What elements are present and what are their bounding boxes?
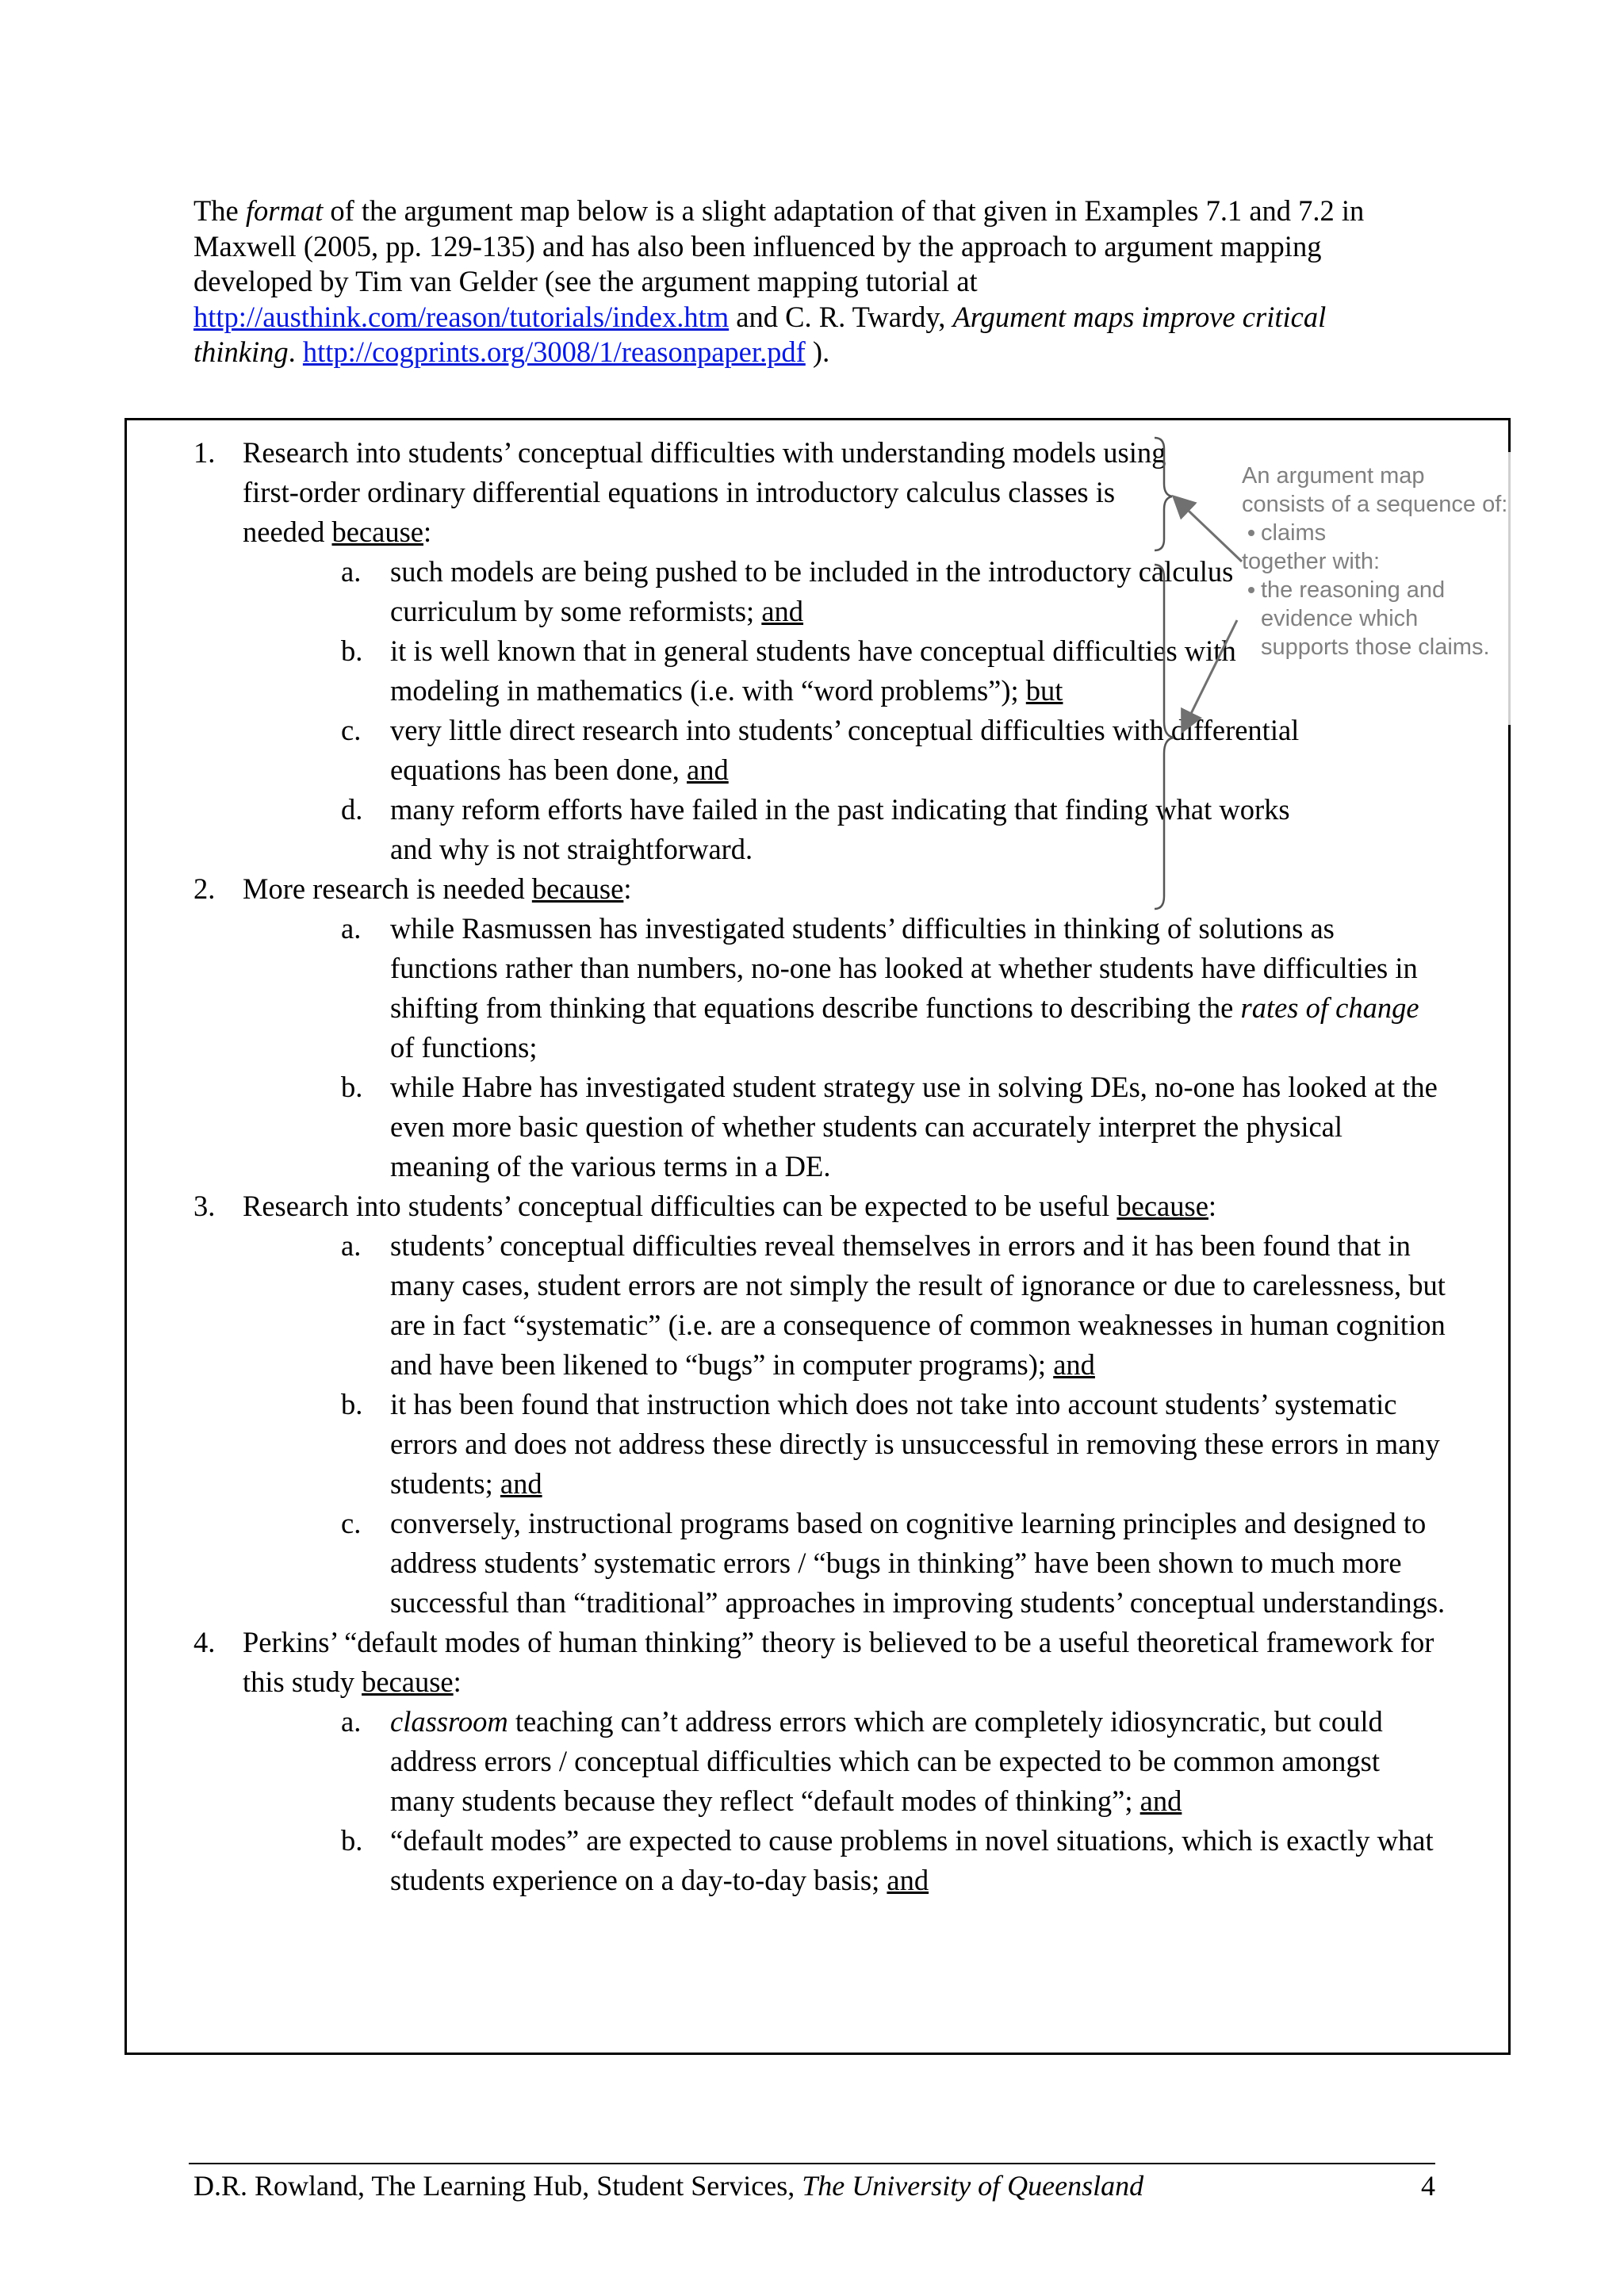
reason-letter: a. <box>341 1705 362 1738</box>
reason-3a: a. students’ conceptual difficulties reveal themselves in errors and it has been found that in many cases, student errors are not simply the result of ignorance or due to carelessness, but are in fact “systematic” (i.e. are a consequence of common weaknesses in human cognition and have been likened to “bugs” in computer programs); and <box>243 1226 1446 1385</box>
reason-1d: d. many reform efforts have failed in the past indicating that finding what works and why is not straightforward. <box>243 790 1316 869</box>
claim-text: Perkins’ “default modes of human thinking” theory is believed to be a useful theoretical framework for this study because: <box>243 1626 1434 1698</box>
conjunction: and <box>1053 1348 1095 1381</box>
claim-number: 4. <box>193 1626 216 1658</box>
claim-text: More research is needed because: <box>243 872 632 905</box>
conjunction: because <box>1116 1190 1208 1222</box>
reason-letter: b. <box>341 1071 363 1103</box>
reason-letter: b. <box>341 1824 363 1857</box>
claim-brace-icon <box>1155 438 1172 550</box>
intro-text: The format of the argument map below is a slight adaptation of that given in Examples 7.1 and 7.2 in Maxwell (2005, pp. 129-135) and has also been influenced by the approach to argument mapping developed by Tim van Gelder (see the argument mapping tutorial at http://austhink.com/reason/tutorials/index.htm and C. R. Twardy, Argument maps improve critical thinking. http://cogprints.org/3008/1/reasonpaper.pdf ). <box>193 194 1365 368</box>
conjunction: but <box>1025 674 1063 707</box>
conjunction: and <box>887 1864 929 1896</box>
claim-number: 2. <box>193 872 216 905</box>
reasoning-arrow-icon <box>1183 620 1237 730</box>
conjunction: and <box>761 595 804 627</box>
reason-letter: d. <box>341 793 363 826</box>
footer-author: D.R. Rowland, The Learning Hub, Student Services, <box>193 2170 802 2202</box>
reason-letter: b. <box>341 1388 363 1420</box>
reasons-brace-icon <box>1155 565 1174 909</box>
conjunction: because <box>531 872 624 905</box>
claims-arrow-icon <box>1175 498 1242 562</box>
reason-letter: a. <box>341 555 362 588</box>
reason-letter: a. <box>341 912 362 945</box>
reason-1c: c. very little direct research into students’ conceptual difficulties with differential equations has been done, and <box>243 711 1316 790</box>
annotation-line: together with: <box>1242 549 1381 574</box>
claim-number: 3. <box>193 1190 216 1222</box>
reason-letter: b. <box>341 634 363 667</box>
reason-3c: c. conversely, instructional programs based on cognitive learning principles and designed to address students’ systematic errors / “bugs in thinking” have been shown to much more successful than “traditional” approaches in improving students’ conceptual understandings. <box>243 1504 1446 1623</box>
reason-1a: a. such models are being pushed to be included in the introductory calculus curriculum by some reformists; and <box>243 552 1316 631</box>
conjunction: and <box>687 753 729 786</box>
footer-rule <box>189 2163 1435 2164</box>
conjunction: because <box>362 1665 454 1698</box>
reason-4b: b. “default modes” are expected to cause problems in novel situations, which is exactly what students experience on a day-to-day basis; and <box>243 1821 1446 1900</box>
austhink-tutorial-link[interactable]: http://austhink.com/reason/tutorials/index.htm <box>193 300 730 333</box>
page-number: 4 <box>1421 2170 1435 2202</box>
claim-text: Research into students’ conceptual difficulties can be expected to be useful because: <box>243 1190 1217 1222</box>
reason-letter: c. <box>341 714 362 746</box>
twardy-paper-title: Argument maps improve critical thinking <box>193 300 1327 368</box>
claim-number: 1. <box>193 436 216 469</box>
annotation-line: An argument map consists of a sequence of: <box>1242 463 1508 517</box>
reason-letter: c. <box>341 1507 362 1539</box>
page-footer <box>193 2168 1435 2203</box>
format-emphasis: format <box>245 194 324 227</box>
reason-letter: a. <box>341 1229 362 1262</box>
reason-1b: b. it is well known that in general students have conceptual difficulties with modeling in mathematics (i.e. with “word problems”); but <box>243 631 1316 711</box>
conjunction: and <box>1139 1784 1182 1817</box>
claim-text: Research into students’ conceptual difficulties with understanding models using first-order ordinary differential equations in introductory calculus classes is needed because: <box>243 436 1166 548</box>
reason-4a: a. classroom teaching can’t address errors which are completely idiosyncratic, but could address errors / conceptual difficulties which can be expected to be common amongst many students because they reflect “default modes of thinking”; and <box>243 1702 1446 1821</box>
reason-2b: b. while Habre has investigated student strategy use in solving DEs, no-one has looked at the even more basic question of whether students can accurately interpret the physical meaning of the various terms in a DE. <box>243 1068 1446 1186</box>
cogprints-paper-link[interactable]: http://cogprints.org/3008/1/reasonpaper.pdf <box>302 335 806 368</box>
conjunction: because <box>331 516 423 548</box>
reason-2a: a. while Rasmussen has investigated students’ difficulties in thinking of solutions as functions rather than numbers, no-one has looked at whether students have difficulties in shifting from thinking that equations describe functions to describing the rates of change of functions; <box>243 909 1446 1068</box>
emphasis: rates of change <box>1240 991 1419 1024</box>
conjunction: and <box>500 1467 542 1500</box>
reason-3b: b. it has been found that instruction which does not take into account students’ systematic errors and does not address these directly is unsuccessful in removing these errors in many students; and <box>243 1385 1446 1504</box>
annotation-bullet-reasoning: the reasoning and evidence which supports those claims. <box>1242 576 1511 661</box>
emphasis: classroom <box>390 1705 508 1738</box>
annotation-bullet-claims: claims <box>1242 519 1511 547</box>
footer-institution: The University of Queensland <box>802 2170 1144 2202</box>
